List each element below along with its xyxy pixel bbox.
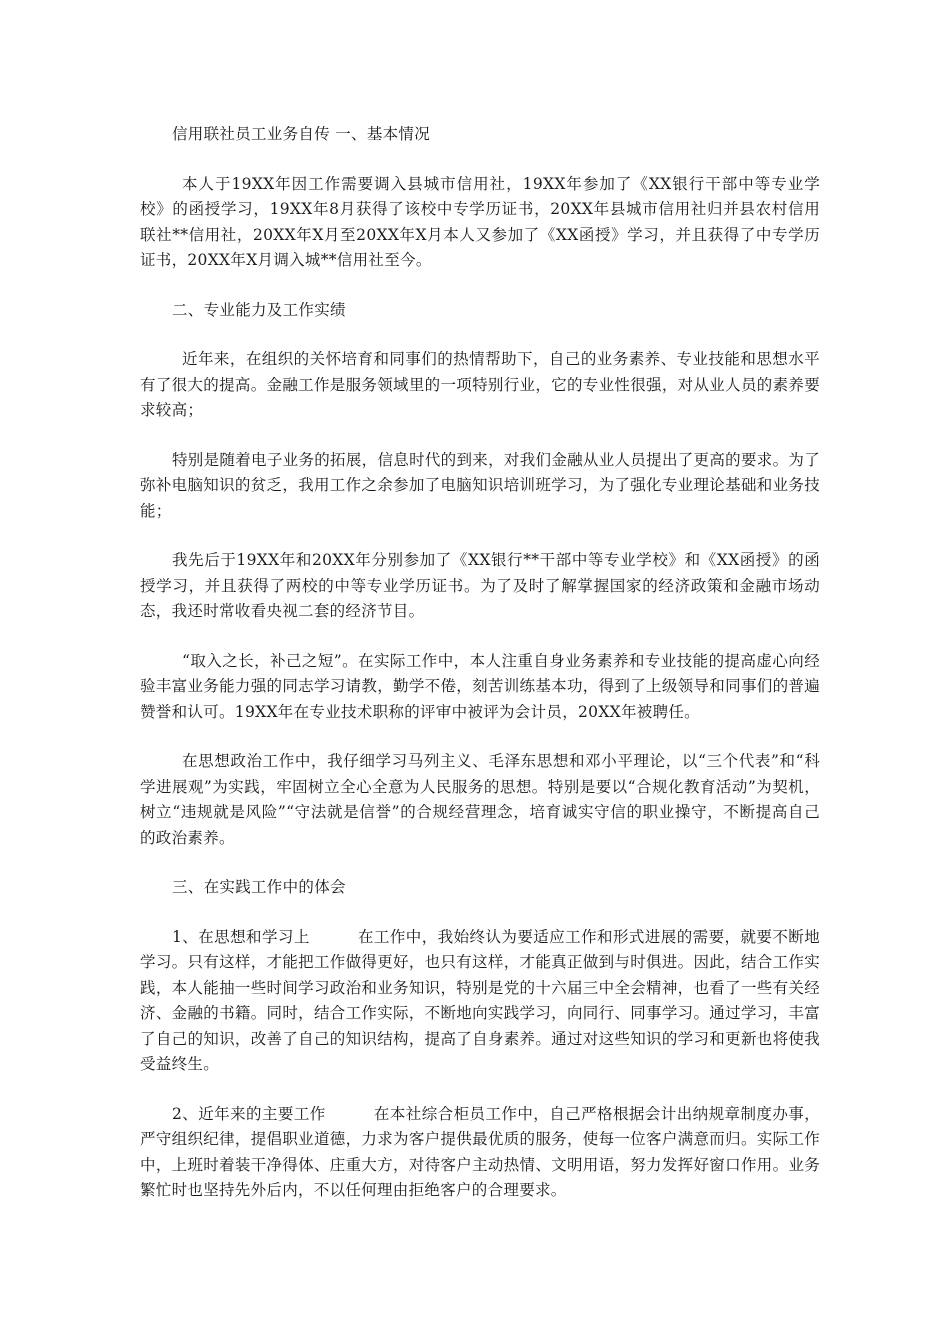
paragraph-basic-info: 本人于19XX年因工作需要调入县城市信用社，19XX年参加了《XX银行干部中等专业学校》的函授学习，19XX年8月获得了该校中专学历证书，20XX年县城市信用社归并县农村信用联社**信用社，20XX年X月至20XX年X月本人又参加了《XX函授》学习，并且获得了中专学历证书，20XX年X月调入城**信用社至今。 — [140, 174, 820, 269]
paragraph-item-thinking-learning — [140, 925, 820, 1078]
paragraph-electronic-business: 特别是随着电子业务的拓展，信息时代的到来，对我们金融从业人员提出了更高的要求。为了弥补电脑知识的贫乏，我用工作之余参加了电脑知识培训班学习，为了强化专业理论基础和业务技能； — [140, 450, 820, 520]
paragraph-recent-years: 近年来，在组织的关怀培育和同事们的热情帮助下，自己的业务素养、专业技能和思想水平有了很大的提高。金融工作是服务领域里的一项特别行业，它的专业性很强，对从业人员的素养要求较高； — [140, 350, 820, 419]
paragraph-learn-from-others: “取入之长，补己之短”。在实际工作中，本人注重自身业务素养和专业技能的提高虚心向经验丰富业务能力强的同志学习请教，勤学不倦，刻苦训练基本功，得到了上级领导和同事们的普遍赞誉和认可。19XX年在专业技术职称的评审中被评为会计员，20XX年被聘任。 — [140, 651, 820, 721]
section-heading-practice-experience: 三、在实践工作中的体会 — [172, 878, 346, 896]
paragraph-item-main-work — [140, 1102, 820, 1204]
section-heading-professional-ability: 二、专业能力及工作实绩 — [172, 300, 346, 319]
paragraph-political-work: 在思想政治工作中，我仔细学习马列主义、毛泽东思想和邓小平理论，以“三个代表”和“科学进展观”为实践，牢固树立全心全意为人民服务的思想。特别是要以“合规化教育活动”为契机，树立“违规就是风险”“守法就是信誉”的合规经营理念，培育诚实守信的职业操守，不断提高自己的政治素养。 — [140, 752, 820, 847]
item-text-main-work: 在本社综合柜员工作中，自己严格根据会计出纳规章制度办事，严守组织纪律，提倡职业道德，力求为客户提供最优质的服务，使每一位客户满意而归。实际工作中，上班时着装干净得体、庄重大方，对待客户主动热情、文明用语，努力发挥好窗口作用。业务繁忙时也坚持先外后内，不以任何理由拒绝客户的合理要求。 — [140, 1104, 820, 1199]
document-body — [140, 122, 820, 1228]
item-text-thinking-learning: 在工作中，我始终认为要适应工作和形式进展的需要，就要不断地学习。只有这样，才能把工作做得更好，也只有这样，才能真正做到与时俱进。因此，结合工作实践，本人能抽一些时间学习政治和业务知识，特别是党的十六届三中全会精神，也看了一些有关经济、金融的书籍。同时，结合工作实际，不断地向实践学习，向同行、同事学习。通过学习，丰富了自己的知识，改善了自己的知识结构，提高了自身素养。通过对这些知识的学习和更新也将使我受益终生。 — [140, 927, 821, 1073]
paragraph-correspondence-study: 我先后于19XX年和20XX年分别参加了《XX银行**干部中等专业学校》和《XX函授》的函授学习，并且获得了两校的中等专业学历证书。为了及时了解掌握国家的经济政策和金融市场动态，我还时常收看央视二套的经济节目。 — [140, 551, 820, 620]
document-title-line: 信用联社员工业务自传 一、基本情况 — [172, 125, 431, 143]
item-label-thinking-learning: 1、在思想和学习上 — [172, 927, 310, 946]
item-label-main-work: 2、近年来的主要工作 — [172, 1104, 326, 1123]
